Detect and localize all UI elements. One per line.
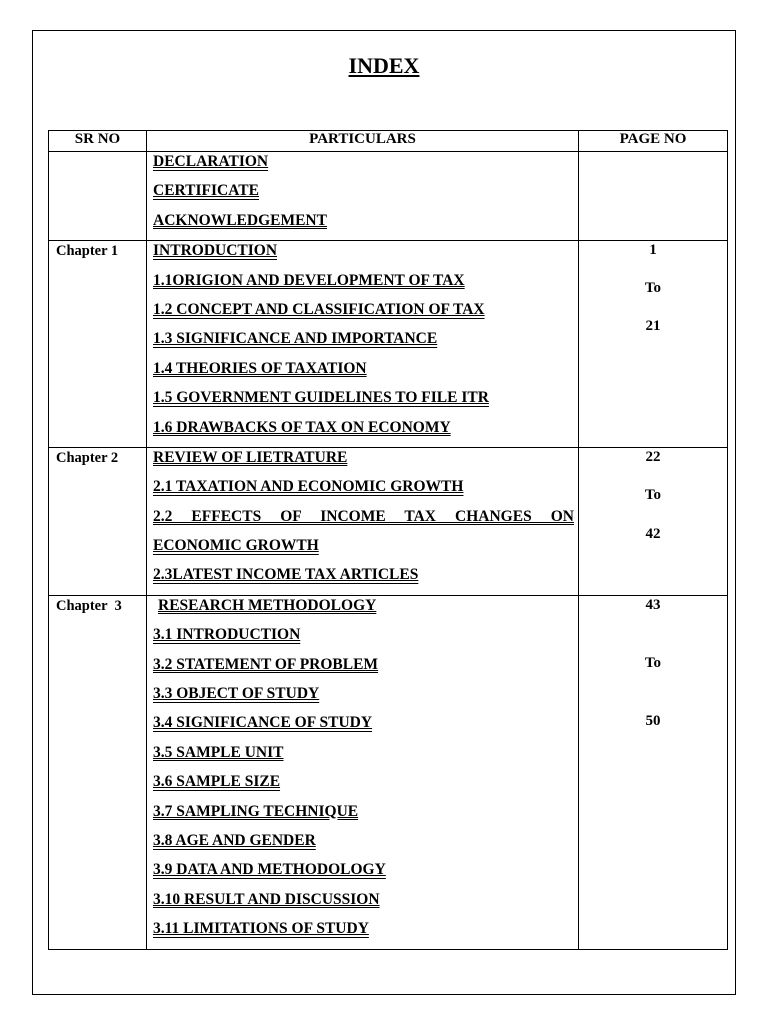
list-item: 3.10 RESULT AND DISCUSSION <box>153 890 380 908</box>
list-item: ACKNOWLEDGEMENT <box>153 211 327 229</box>
list-item: 3.8 AGE AND GENDER <box>153 831 316 849</box>
list-item: 3.7 SAMPLING TECHNIQUE <box>153 802 359 820</box>
page-no-cell <box>579 152 728 241</box>
list-item: 3.5 SAMPLE UNIT <box>153 743 284 761</box>
page-no-cell <box>579 595 728 949</box>
list-item: 1.1ORIGION AND DEVELOPMENT OF TAX <box>153 271 465 289</box>
header-page-no: PAGE NO <box>579 131 728 152</box>
list-item: INTRODUCTION <box>153 242 278 260</box>
list-item: CERTIFICATE <box>153 182 259 200</box>
table-row <box>49 595 728 949</box>
page-to-word: To <box>644 280 662 297</box>
list-item: 2.2 EFFECTS OF INCOME TAX CHANGES ON <box>153 507 574 525</box>
sr-no-cell: Chapter 1 <box>49 241 147 448</box>
list-item: 3.1 INTRODUCTION <box>153 626 301 644</box>
list-item: 3.4 SIGNIFICANCE OF STUDY <box>153 714 373 732</box>
page-no-cell <box>579 447 728 595</box>
list-item: REVIEW OF LIETRATURE <box>153 448 348 466</box>
list-item: 1.4 THEORIES OF TAXATION <box>153 359 367 377</box>
sr-no-cell <box>49 152 147 241</box>
list-item: 1.5 GOVERNMENT GUIDELINES TO FILE ITR <box>153 389 489 407</box>
list-item: ECONOMIC GROWTH <box>153 537 319 555</box>
page-to-word: To <box>644 486 662 503</box>
sr-no-cell: Chapter 2 <box>49 447 147 595</box>
page-title: INDEX <box>348 53 420 78</box>
page-from: 43 <box>645 596 661 613</box>
particulars-cell <box>147 241 579 448</box>
table-row <box>49 447 728 595</box>
page-to: 42 <box>645 525 661 542</box>
list-item: DECLARATION <box>153 153 269 170</box>
list-item: 3.2 STATEMENT OF PROBLEM <box>153 655 379 673</box>
list-item: 3.6 SAMPLE SIZE <box>153 773 281 791</box>
list-item: 2.3LATEST INCOME TAX ARTICLES <box>153 566 419 584</box>
list-item: 2.1 TAXATION AND ECONOMIC GROWTH <box>153 478 464 496</box>
page-from: 22 <box>645 448 661 465</box>
list-item: 3.11 LIMITATIONS OF STUDY <box>153 920 369 938</box>
page-to: 21 <box>645 318 661 335</box>
table-row <box>49 241 728 448</box>
header-particulars: PARTICULARS <box>147 131 579 152</box>
index-table <box>48 130 728 950</box>
list-item: 1.6 DRAWBACKS OF TAX ON ECONOMY <box>153 418 451 436</box>
sr-no-cell: Chapter 3 <box>49 595 147 949</box>
list-item: 1.3 SIGNIFICANCE AND IMPORTANCE <box>153 330 438 348</box>
page-no-cell <box>579 241 728 448</box>
page-from: 1 <box>649 242 657 259</box>
particulars-cell <box>147 152 579 241</box>
list-item: 3.3 OBJECT OF STUDY <box>153 685 320 703</box>
list-item: 3.9 DATA AND METHODOLOGY <box>153 861 386 879</box>
table-row <box>49 152 728 241</box>
page-to: 50 <box>645 712 661 729</box>
list-item: RESEARCH METHODOLOGY <box>158 596 377 614</box>
particulars-cell <box>147 447 579 595</box>
particulars-cell <box>147 595 579 949</box>
header-sr-no: SR NO <box>49 131 147 152</box>
list-item: 1.2 CONCEPT AND CLASSIFICATION OF TAX <box>153 300 485 318</box>
header-row <box>49 131 728 152</box>
page-to-word: To <box>644 654 662 671</box>
